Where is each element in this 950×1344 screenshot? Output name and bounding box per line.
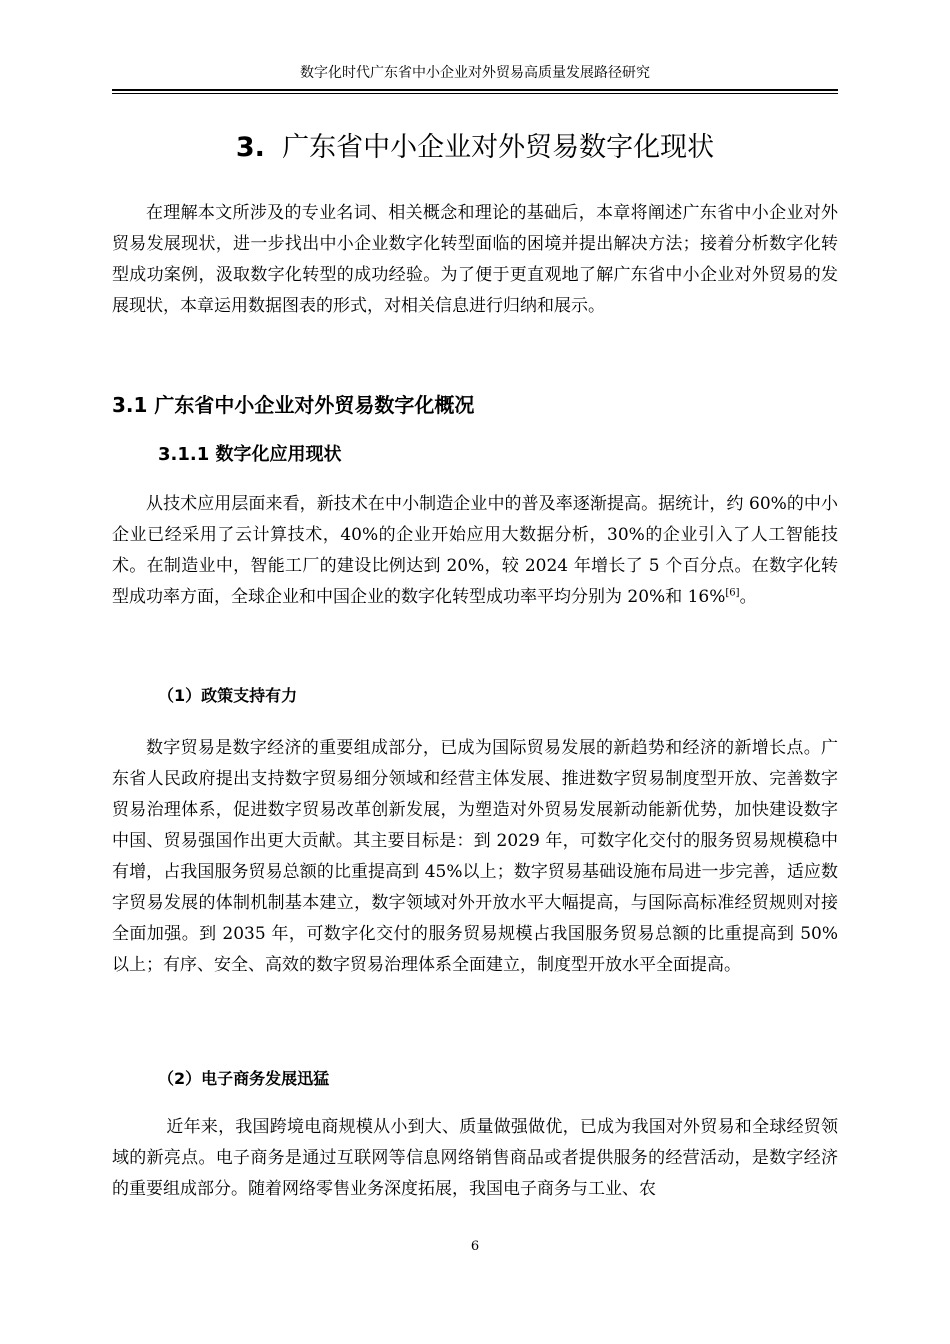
ecommerce-paragraph: 近年来，我国跨境电商规模从小到大、质量做强做优，已成为我国对外贸易和全球经贸领域的新亮点。电子商务是通过互联网等信息网络销售商品或者提供服务的经营活动，是数字经济的重要组成部分。随着网络零售业务深度拓展，我国电子商务与工业、农 [112,1117,838,1199]
section-3-1-heading: 3.1 广东省中小企业对外贸易数字化概况 [112,393,475,417]
policy-heading: （1）政策支持有力 [158,686,298,705]
running-header: 数字化时代广东省中小企业对外贸易高质量发展路径研究 [300,65,650,81]
chapter-number: 3. [235,132,265,163]
section-3-1-1-heading: 3.1.1 数字化应用现状 [158,444,342,465]
page-number: 6 [470,1239,480,1254]
intro-paragraph: 在理解本文所涉及的专业名词、相关概念和理论的基础后，本章将阐述广东省中小企业对外贸易发展现状，进一步找出中小企业数字化转型面临的困境并提出解决方法；接着分析数字化转型成功案例，汲取数字化转型的成功经验。为了便于更直观地了解广东省中小企业对外贸易的发展现状，本章运用数据图表的形式，对相关信息进行归纳和展示。 [112,203,838,316]
header-rule-thin [112,93,838,94]
policy-paragraph: 数字贸易是数字经济的重要组成部分，已成为国际贸易发展的新趋势和经济的新增长点。广东省人民政府提出支持数字贸易细分领域和经营主体发展、推进数字贸易制度型开放、完善数字贸易治理体系，促进数字贸易改革创新发展，为塑造对外贸易发展新动能新优势，加快建设数字中国、贸易强国作出更大贡献。其主要目标是：到 2029 年，可数字化交付的服务贸易规模稳中有增，占我国服务贸易总额的比重提高到 45%以上；数字贸易基础设施布局进一步完善，适应数字贸易发展的体制机制基本建立，数字领域对外开放水平大幅提高，与国际高标准经贸规则对接全面加强。到 2035 年，可数字化交付的服务贸易规模占我国服务贸易总额的比重提高到 50%以上；有序、安全、高效的数字贸易治理体系全面建立，制度型开放水平全面提高。 [112,738,838,975]
ecommerce-heading: （2）电子商务发展迅猛 [158,1069,330,1088]
header-rule-thick [112,89,838,91]
chapter-title-text: 广东省中小企业对外贸易数字化现状 [282,132,715,163]
citation-ref: [6] [725,587,740,599]
section-3-1-1-text-end: 。 [739,587,757,607]
section-3-1-1-paragraph [112,489,838,613]
chapter-title [112,128,838,168]
section-3-1-1-text: 从技术应用层面来看，新技术在中小制造企业中的普及率逐渐提高。据统计，约 60%的中小企业已经采用了云计算技术，40%的企业开始应用大数据分析，30%的企业引入了人工智能技术。在制造业中，智能工厂的建设比例达到 20%，较 2024 年增长了 5 个百分点。在数字化转型成功率方面，全球企业和中国企业的数字化转型成功率平均分别为 20%和 16% [112,494,838,607]
